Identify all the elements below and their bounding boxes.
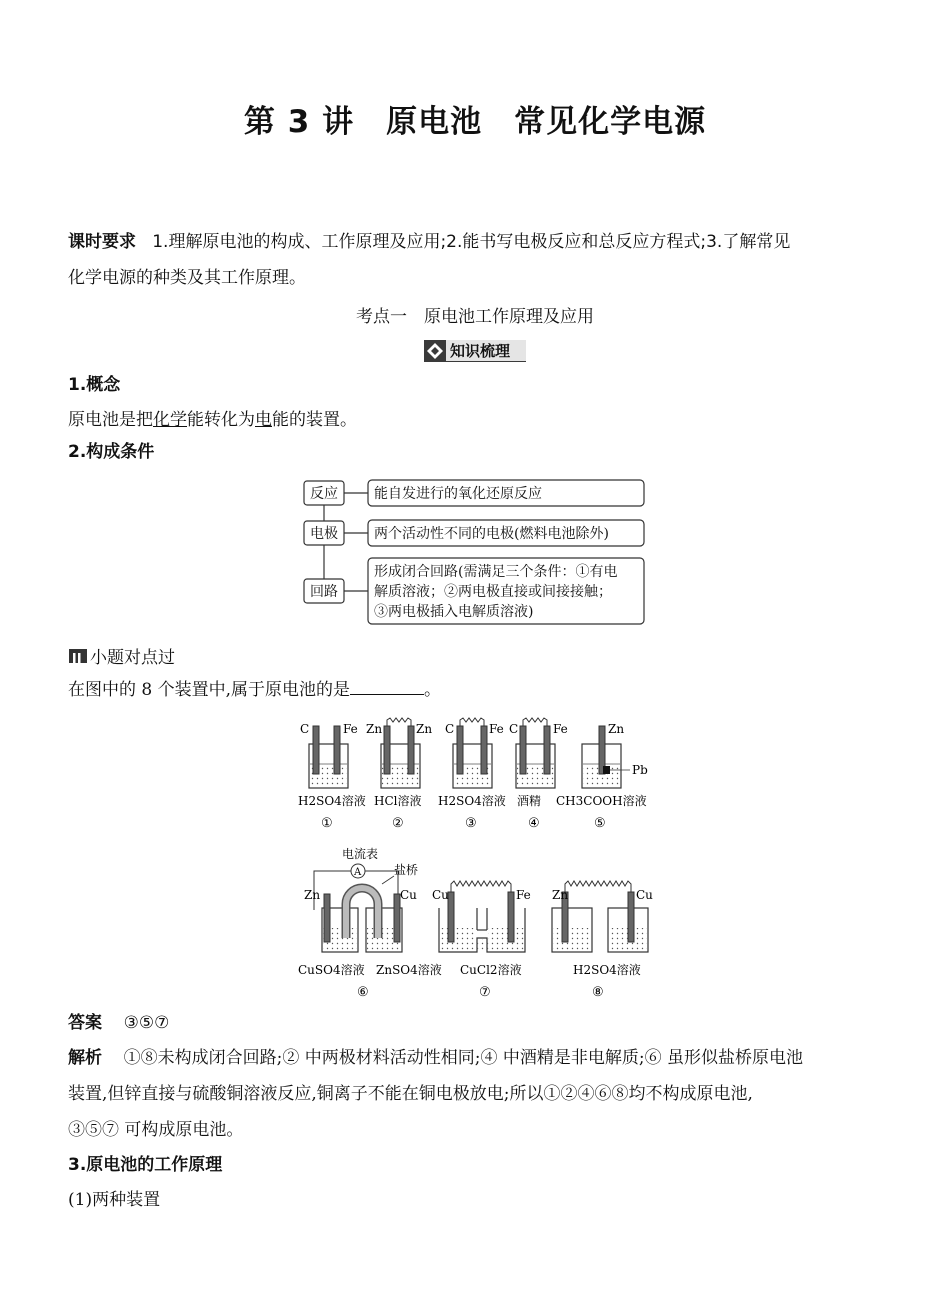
device-1: [298, 722, 366, 831]
device-6-number: ⑥: [357, 985, 369, 1000]
devices-figure: [290, 716, 670, 1010]
electrode-right: [628, 892, 634, 942]
device-2-right-label: Zn: [416, 722, 433, 736]
wire: [523, 718, 547, 726]
electrode-left: [384, 726, 390, 774]
device-6-solution-right: ZnSO4溶液: [376, 963, 442, 977]
concept-text: [68, 402, 883, 438]
device-7: [432, 881, 531, 1000]
device-6-bridge-label: 盐桥: [394, 863, 419, 877]
device-1-number: ①: [321, 816, 333, 831]
device-8-number: ⑧: [592, 985, 604, 1000]
device-3-number: ③: [465, 816, 477, 831]
device-7-right-label: Fe: [516, 888, 531, 902]
analysis-label: 解析: [68, 1048, 102, 1068]
electrode-left: [457, 726, 463, 774]
exercise-tag: [68, 643, 175, 668]
answer-label: 答案: [68, 1013, 102, 1033]
electrode-left: [520, 726, 526, 774]
answer-blank: [350, 676, 424, 695]
device-3-right-label: Fe: [489, 722, 504, 736]
analysis-paragraph: [68, 1040, 883, 1148]
knowledge-tag: [424, 340, 526, 362]
device-5-top-label: Zn: [608, 722, 625, 736]
concept-text-before: 原电池是把: [68, 410, 153, 430]
concept-text-after: 能的装置。: [272, 410, 357, 430]
device-6-solution-left: CuSO4溶液: [298, 963, 365, 977]
electrode-right: [408, 726, 414, 774]
device-6-meter-symbol: A: [354, 867, 362, 878]
condition-text-electrode: 两个活动性不同的电极(燃料电池除外): [374, 526, 609, 542]
answer-text: ③⑤⑦: [123, 1013, 170, 1033]
device-5: [556, 722, 648, 831]
device-2-solution: HCl溶液: [374, 794, 422, 808]
device-7-number: ⑦: [479, 985, 491, 1000]
condition-text-circuit-1: 形成闭合回路(需满足三个条件：①有电: [374, 564, 618, 580]
device-2: [366, 718, 432, 831]
analysis-line2: 装置,但锌直接与硫酸铜溶液反应,铜离子不能在铜电极放电;所以①②④⑥⑧均不构成原电池,: [68, 1084, 753, 1104]
device-6-left-label: Zn: [304, 888, 321, 902]
analysis-line1: ①⑧未构成闭合回路;② 中两极材料活动性相同;④ 中酒精是非电解质;⑥ 虽形似盐桥原电池: [123, 1048, 804, 1068]
wire: [451, 881, 511, 892]
requirements-label: 课时要求: [68, 232, 136, 252]
electrode-left: [313, 726, 319, 774]
question-prefix: 在图中的 8 个装置中,属于原电池的是: [68, 680, 351, 700]
condition-text-circuit-2: 解质溶液；②两电极直接或间接接触；: [374, 584, 612, 600]
device-2-left-label: Zn: [366, 722, 383, 736]
device-5-side-label: Pb: [632, 763, 648, 777]
device-5-solution: CH3COOH溶液: [556, 794, 647, 808]
pb-piece: [603, 766, 610, 774]
electrode-right: [508, 892, 514, 942]
electrode-right: [544, 726, 550, 774]
device-7-left-label: Cu: [432, 888, 449, 902]
bars-icon: [69, 649, 87, 663]
device-3-solution: H2SO4溶液: [438, 794, 506, 808]
exercise-tag-label: 小题对点过: [90, 648, 175, 668]
device-8-left-label: Zn: [552, 888, 569, 902]
device-6-meter-label: 电流表: [342, 847, 379, 861]
device-1-right-label: Fe: [343, 722, 358, 736]
wire: [460, 718, 484, 726]
section-heading: 考点一 原电池工作原理及应用: [356, 307, 594, 327]
condition-label-electrode: 电极: [310, 526, 338, 542]
condition-label-circuit: 回路: [310, 584, 338, 600]
device-4: [509, 718, 568, 831]
analysis-line3: ③⑤⑦ 可构成原电池。: [68, 1120, 244, 1140]
concept-term-2: 电: [255, 410, 272, 430]
device-4-right-label: Fe: [553, 722, 568, 736]
device-1-left-label: C: [300, 722, 310, 736]
principle-heading: 3.原电池的工作原理: [68, 1155, 223, 1175]
requirements-line2: 化学电源的种类及其工作原理。: [68, 268, 306, 288]
concept-term-1: 化学: [153, 410, 187, 430]
exercise-question: [68, 672, 883, 708]
device-4-number: ④: [528, 816, 540, 831]
knowledge-tag-label: 知识梳理: [450, 342, 511, 360]
condition-text-reaction: 能自发进行的氧化还原反应: [374, 486, 542, 502]
condition-label-reaction: 反应: [310, 486, 338, 502]
device-8-solution: H2SO4溶液: [573, 963, 641, 977]
question-suffix: 。: [424, 680, 442, 700]
device-3: [438, 718, 506, 831]
device-6: [298, 846, 442, 1000]
device-2-number: ②: [392, 816, 404, 831]
requirements-line1: 1.理解原电池的构成、工作原理及应用;2.能书写电极反应和总反应方程式;3.了解常见: [152, 232, 791, 252]
wire: [387, 718, 411, 726]
page-title: 第 3 讲 原电池 常见化学电源: [243, 104, 707, 140]
device-1-solution: H2SO4溶液: [298, 794, 366, 808]
wire: [565, 881, 631, 892]
conditions-diagram: [300, 476, 650, 632]
concept-text-middle: 能转化为: [187, 410, 255, 430]
device-8: [552, 881, 653, 1000]
device-5-number: ⑤: [594, 816, 606, 831]
principle-sub1: (1)两种装置: [68, 1190, 161, 1210]
concept-heading: 1.概念: [68, 375, 121, 395]
requirements-paragraph: [68, 224, 883, 296]
answer-line: [68, 1005, 883, 1041]
device-4-left-label: C: [509, 722, 519, 736]
electrode-left: [324, 894, 330, 942]
device-6-right-label: Cu: [400, 888, 417, 902]
conditions-heading: 2.构成条件: [68, 442, 155, 462]
device-4-solution: 酒精: [517, 794, 542, 808]
electrode-right: [334, 726, 340, 774]
device-7-solution: CuCl2溶液: [460, 963, 522, 977]
condition-text-circuit-3: ③两电极插入电解质溶液): [374, 604, 534, 620]
electrode-right: [481, 726, 487, 774]
device-3-left-label: C: [445, 722, 455, 736]
device-8-right-label: Cu: [636, 888, 653, 902]
